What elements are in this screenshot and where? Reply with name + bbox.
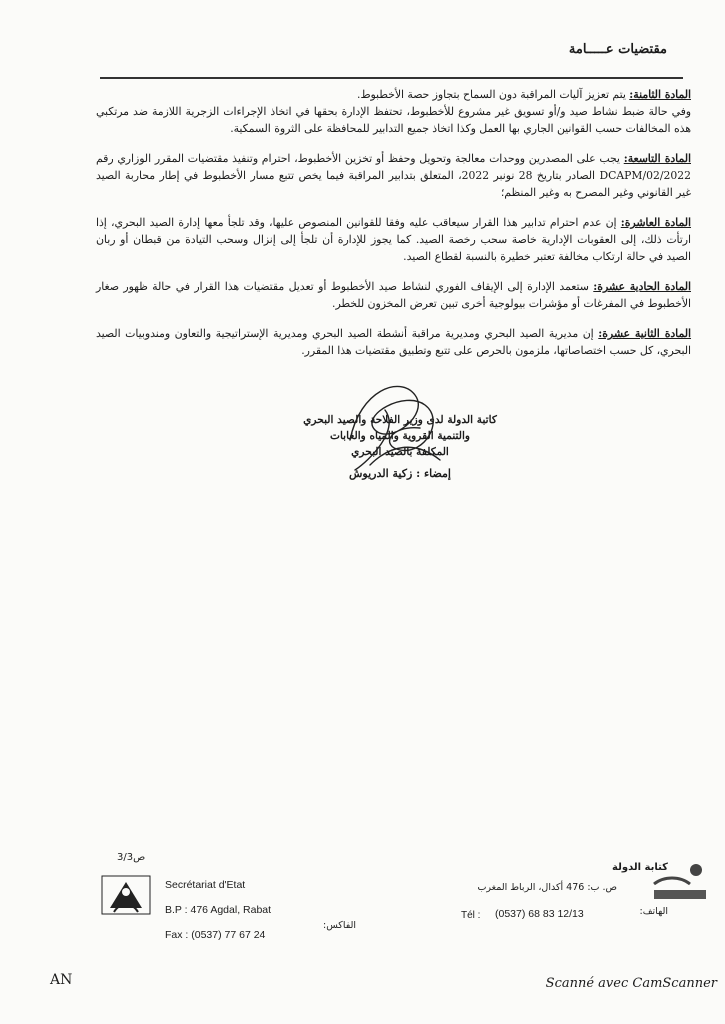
footer-po-box: B.P : 476 Agdal, Rabat (165, 904, 272, 916)
article-10-paragraph (96, 214, 691, 265)
footer-contact-fr (165, 873, 271, 948)
article-8-paragraph-2: وفي حالة ضبط نشاط صيد و/أو تسويق غير مشروع للأخطبوط، تحتفظ الإدارة بحقها في اتخاذ الإجراءات الزجرية اللازمة ضد مرتكبي هذه المخالفات حسب القوانين الجاري بها العمل وكذا اتخاذ جميع التدابير للمحافظة على الثروة السمكية. (96, 105, 691, 135)
footer-address-ar: ص. ب: 476 أكدال، الرباط المغرب (477, 882, 617, 893)
article-12 (96, 325, 691, 359)
footer-fax: Fax : (0537) 77 67 24 (165, 929, 266, 941)
halieutis-logo (650, 860, 710, 902)
article-8-paragraph-1 (96, 86, 691, 103)
footer-fax-label-ar: الفاكس: (323, 920, 357, 931)
article-9-text: يجب على المصدرين ووحدات معالجة وتحويل وحفظ أو تخزين الأخطبوط، احترام وتنفيذ مقتضيات المقرر الوزاري رقم 2022/DCAPM/02 الصادر بتاريخ 28 نونبر 2022، المتعلق بتدابير المراقبة فيما يخص تتبع مسار الأخطبوط في إطار محاربة الصيد غير القانوني وغير المصرح به وغير المنظم؛ (96, 152, 691, 199)
signatory-title-line-3: المكلفة بالصيد البحري (351, 446, 449, 458)
footer-tel-value: (0537) 68 83 12/13 (495, 908, 584, 920)
article-8-text-1: يتم تعزيز آليات المراقبة دون السماح بتجاوز حصة الأخطبوط. (357, 88, 626, 101)
article-9-paragraph (96, 150, 691, 201)
coat-of-arms-logo (100, 872, 152, 918)
section-title: مقتضيات عـــــامة (568, 42, 667, 57)
article-12-label: المادة الثانية عشرة: (598, 327, 692, 340)
footer-phone-label-ar: الهاتف: (639, 906, 668, 917)
article-11-paragraph (96, 278, 691, 312)
footer-org-name-ar: كتابة الدولة (612, 862, 668, 873)
article-10-text: إن عدم احترام تدابير هذا القرار سيعاقب عليه وفقا للقوانين المنصوص عليها، وقد تلجأ معها إدارة الصيد البحري، إذا ارتأت ذلك، إلى العقوبات الإدارية خاصة سحب رخصة الصيد. كما يجوز للإدارة أن تلجأ إلى إنزال وسحب التيادة من قبطان أو ربان الصيد في حالة ارتكاب مخالفة تعتبر خطيرة بالنسبة لقطاع الصيد. (96, 216, 691, 263)
article-8-label: المادة الثامنة: (629, 88, 691, 101)
page-footer-mark: AN (50, 972, 73, 988)
article-10-label: المادة العاشرة: (620, 216, 692, 229)
article-11-label: المادة الحادية عشرة: (593, 280, 691, 293)
article-9 (96, 150, 691, 201)
handwritten-signature (330, 370, 460, 485)
article-10 (96, 214, 691, 265)
page-number: ص3/3 (117, 852, 146, 863)
footer-tel-label: Tél : (461, 910, 481, 921)
header-divider (100, 77, 683, 79)
articles-body (96, 86, 691, 372)
footer-org-name: Secrétariat d'Etat (165, 879, 246, 891)
article-11 (96, 278, 691, 312)
article-8 (96, 86, 691, 137)
article-12-text: إن مديرية الصيد البحري ومديرية مراقبة أنشطة الصيد البحري ومديرية الإستراتيجية والتعاون ومندوبيات الصيد البحري، كل حسب اختصاصاتها، ملزمون بالحرص على تتبع وتطبيق مقتضيات هذا المقرر. (96, 327, 691, 357)
article-12-paragraph (96, 325, 691, 359)
article-11-text: ستعمد الإدارة إلى الإيقاف الفوري لنشاط صيد الأخطبوط أو تعديل مقتضيات هذا القرار في حالة ظهور صغار الأخطبوط في المفرغات أو مؤشرات بيولوجية أخرى تبين تعرض المخزون للخطر. (96, 280, 691, 310)
article-9-label: المادة التاسعة: (623, 152, 691, 165)
signatory-name: إمضاء : زكية الدريوش (349, 467, 451, 480)
signatory-title-line-2: والتنمية القروية والمياه والغابات (329, 430, 471, 442)
scanner-watermark: Scanné avec CamScanner (545, 976, 717, 991)
signatory-title-line-1: كاتبة الدولة لدى وزير الفلاحة والصيد البحري (303, 414, 497, 426)
